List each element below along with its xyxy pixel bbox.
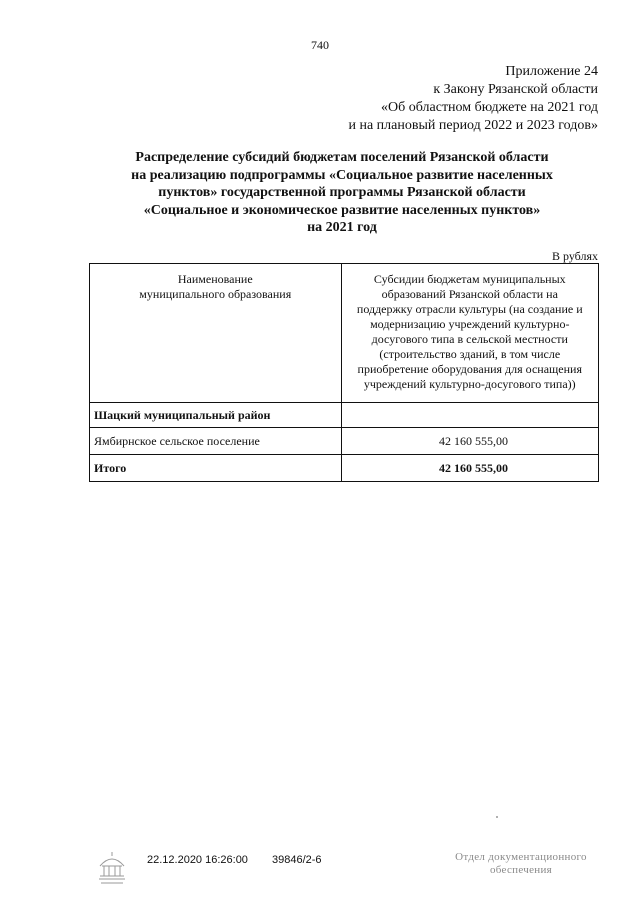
region-name-cell: Шацкий муниципальный район — [90, 403, 342, 428]
header-line: образований Рязанской области на — [381, 287, 558, 301]
currency-note: В рублях — [551, 249, 598, 263]
page-number: 740 — [311, 38, 329, 52]
header-line: учреждений культурно-досугового типа)) — [363, 377, 576, 391]
header-line: Наименование — [177, 272, 253, 286]
header-subsidy-cell — [341, 264, 598, 403]
total-label-cell: Итого — [90, 455, 342, 482]
appendix-heading — [348, 63, 598, 135]
appendix-line: «Об областном бюджете на 2021 год — [381, 100, 598, 115]
header-name-cell — [90, 264, 342, 403]
table-row-total — [90, 455, 599, 482]
title-line: на 2021 год — [307, 220, 377, 235]
appendix-line: Приложение 24 — [505, 64, 598, 79]
department-line: обеспечения — [489, 864, 553, 876]
region-value-cell — [341, 403, 598, 428]
header-line: модернизацию учреждений культурно- — [370, 317, 570, 331]
appendix-line: и на плановый период 2022 и 2023 годов» — [348, 118, 598, 133]
header-line: муниципального образования — [139, 287, 292, 301]
footer-timestamp: 22.12.2020 16:26:00 — [147, 854, 248, 866]
title-line: пунктов» государственной программы Рязанской области — [158, 185, 526, 200]
header-line: (строительство зданий, в том числе — [379, 347, 561, 361]
table-row-region — [90, 403, 599, 428]
settlement-value-cell: 42 160 555,00 — [341, 428, 598, 455]
title-line: «Социальное и экономическое развитие населенных пунктов» — [143, 202, 541, 218]
title-line: на реализацию подпрограммы «Социальное развитие населенных — [131, 167, 553, 183]
document-title — [92, 149, 592, 237]
header-line: поддержку отрасли культуры (на создание и — [356, 302, 583, 316]
scan-speck — [496, 816, 498, 818]
header-line: Субсидии бюджетам муниципальных — [373, 272, 566, 286]
settlement-name-cell: Ямбирнское сельское поселение — [90, 428, 342, 455]
department-line: Отдел документационного — [455, 851, 587, 863]
emblem-stamp-icon — [96, 850, 128, 886]
table-header-row — [90, 264, 599, 403]
footer-document-number: 39846/2-6 — [272, 854, 322, 866]
footer-department-stamp — [446, 851, 596, 877]
title-line: Распределение субсидий бюджетам поселений Рязанской области — [135, 150, 549, 165]
appendix-line: к Закону Рязанской области — [433, 82, 598, 97]
total-value-cell: 42 160 555,00 — [341, 455, 598, 482]
subsidy-table — [89, 263, 599, 482]
header-line: досугового типа в сельской местности — [371, 332, 568, 346]
table-row-settlement — [90, 428, 599, 455]
header-line: приобретение оборудования для оснащения — [357, 362, 582, 376]
